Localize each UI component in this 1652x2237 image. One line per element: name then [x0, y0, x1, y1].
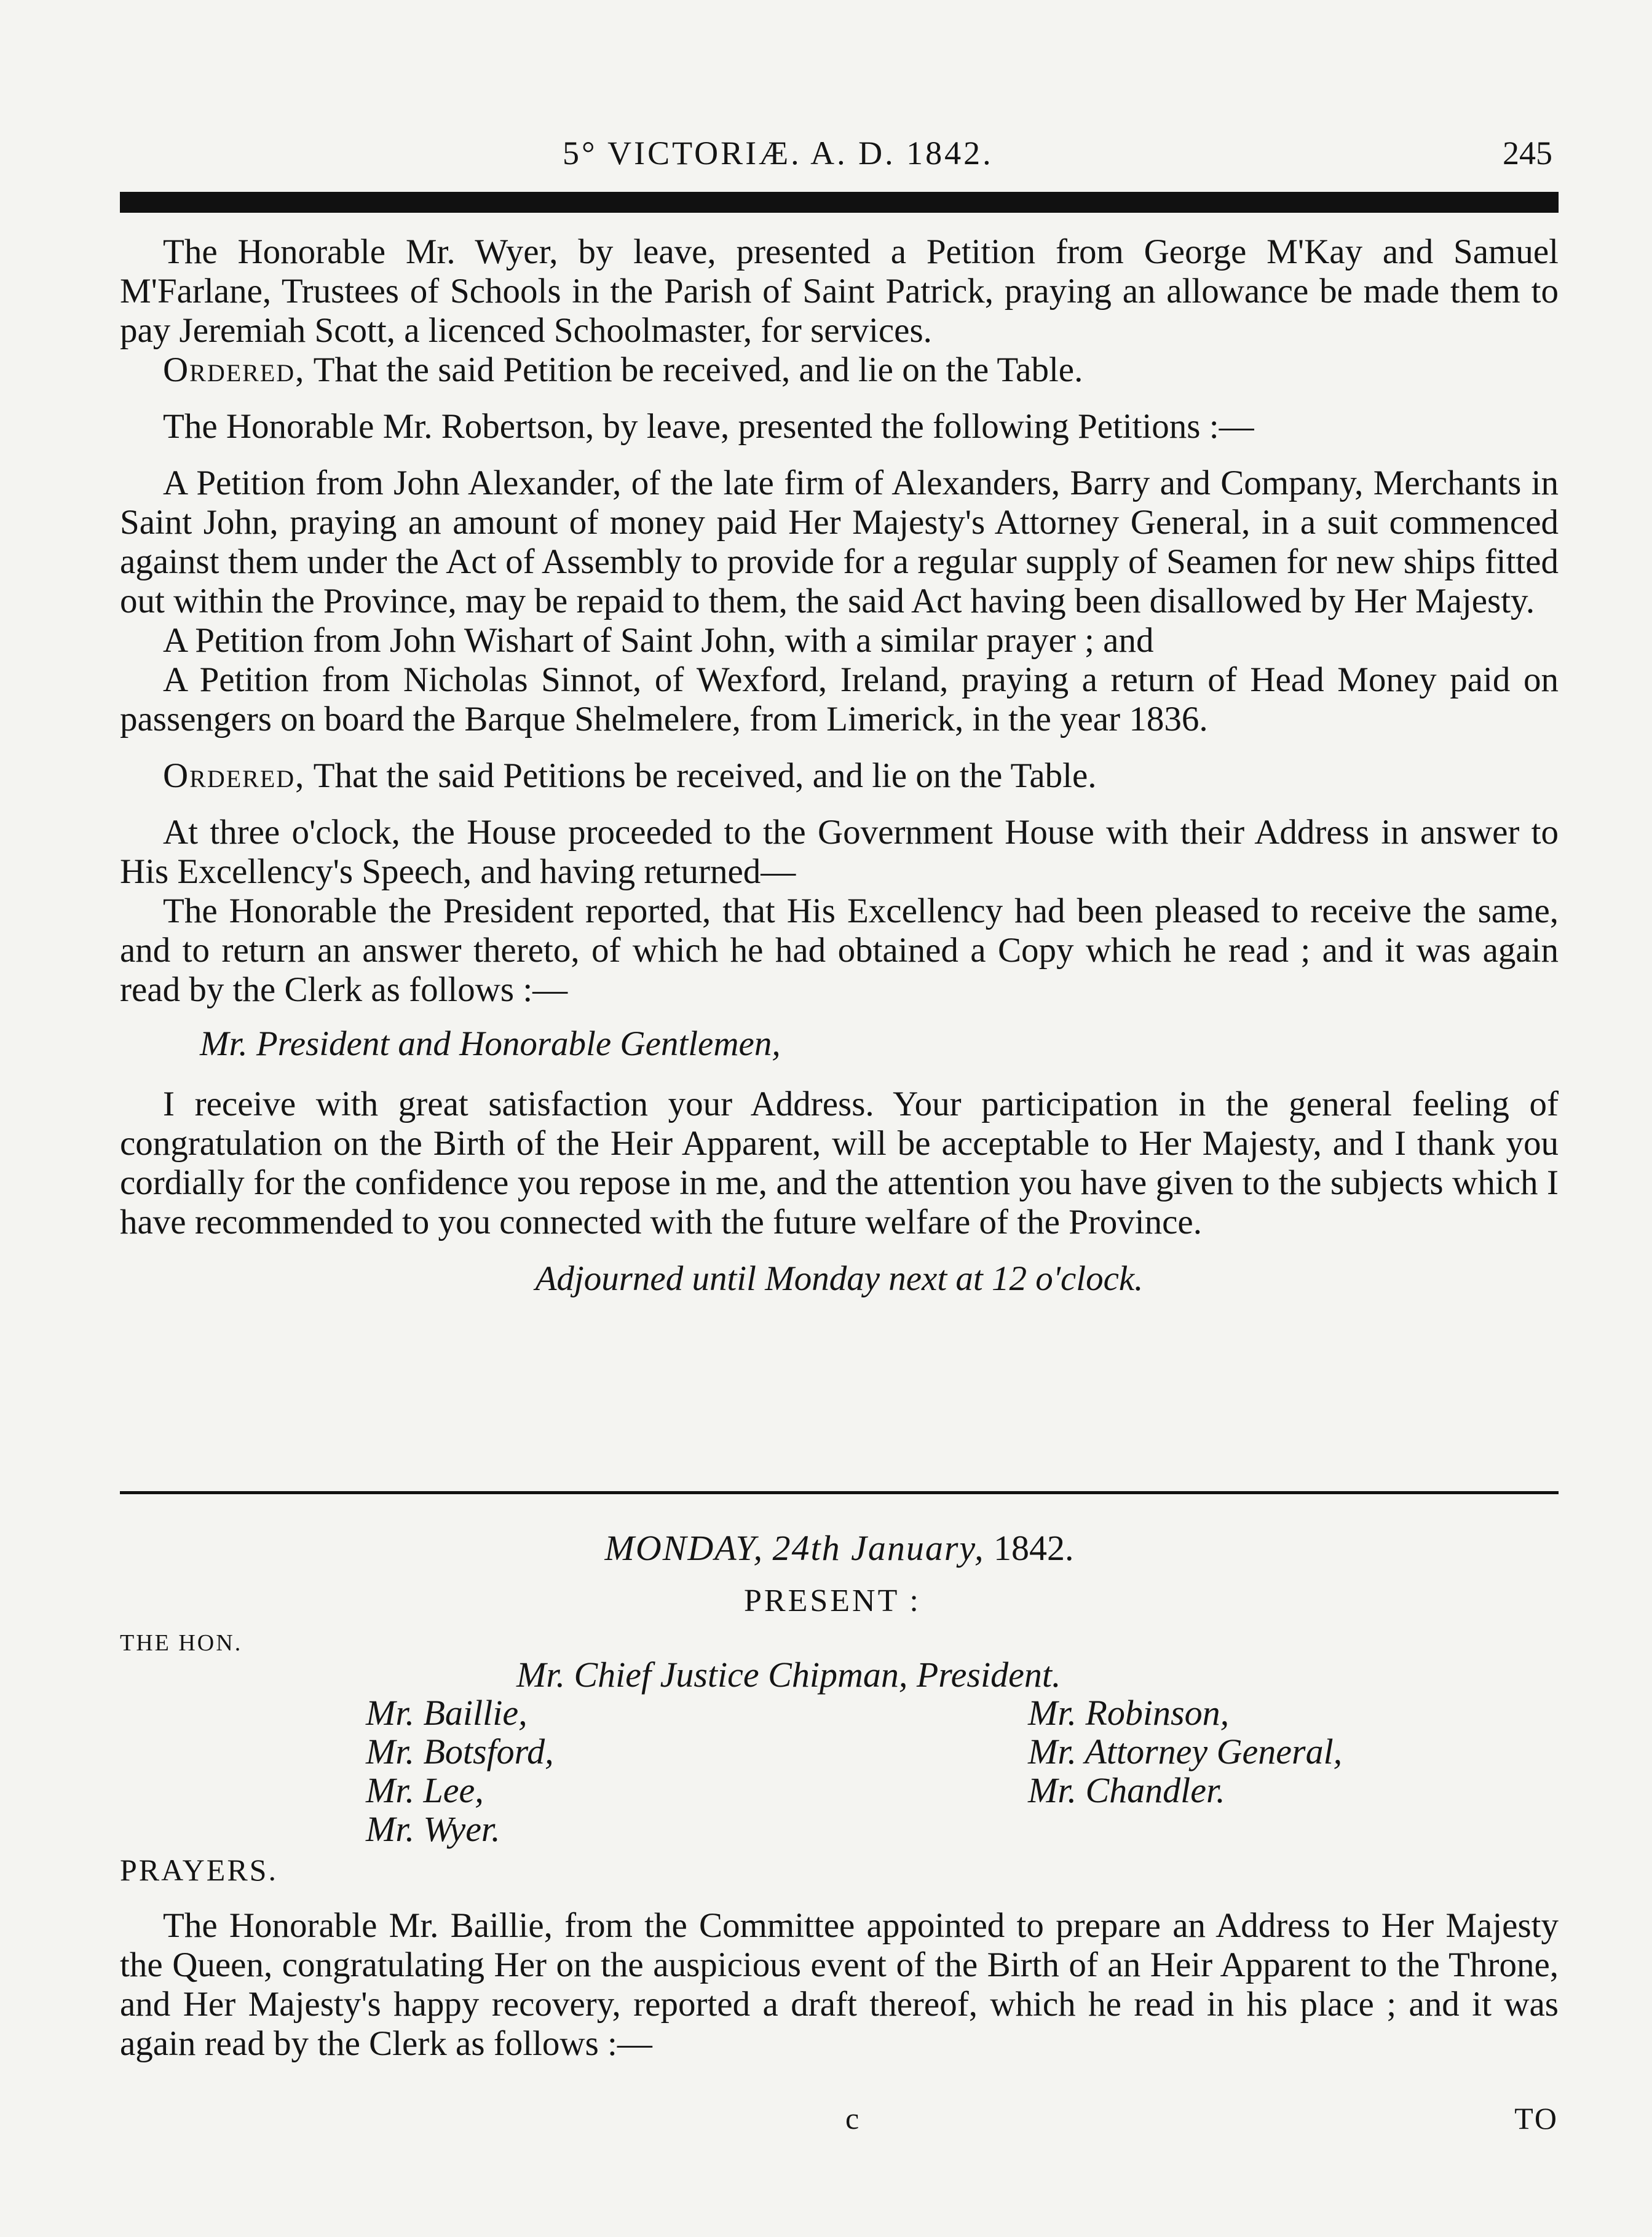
salutation: Mr. President and Honorable Gentlemen,	[200, 1024, 781, 1063]
present-label: PRESENT :	[744, 1583, 921, 1618]
spacer	[120, 796, 1559, 813]
spacer	[120, 1242, 1559, 1259]
paragraph-president-reported: The Honorable the President reported, that His Excellency had been pleased to receive the same, and to return an answer thereto, of which he had obtained a Copy which he read ; and it was again read by the Clerk as follows :—	[120, 892, 1559, 1009]
baillie-committee-paragraph	[120, 1906, 1559, 2064]
paragraph-excellency-answer: I receive with great satisfaction your Address. Your participation in the general feeling of congratulation on the Birth of the Heir Apparent, will be acceptable to Her Majesty, and I thank you cordially for the confidence you repose in me, and the attention you have given to the subjects which I have recommended to you connected with the future welfare of the Province.	[120, 1085, 1559, 1241]
signature-mark: c	[845, 2101, 860, 2136]
proceedings-body	[120, 232, 1559, 1299]
prayers-label: PRAYERS.	[120, 1853, 278, 1887]
spacer	[120, 446, 1559, 464]
member-left-4: Mr. Wyer.	[366, 1809, 500, 1849]
member-right-2: Mr. Attorney General,	[1028, 1732, 1343, 1772]
catchword: TO	[1514, 2101, 1559, 2136]
header-rule	[120, 192, 1559, 213]
member-left-1: Mr. Baillie,	[366, 1693, 528, 1733]
paragraph-government-house: At three o'clock, the House proceeded to the Government House with their Address in answer to His Excellency's Speech, and having returned—	[120, 813, 1559, 891]
member-left-2: Mr. Botsford,	[366, 1732, 554, 1772]
page-header	[120, 134, 1552, 177]
sitting-year: 1842.	[993, 1528, 1074, 1568]
member-left-3: Mr. Lee,	[366, 1770, 484, 1810]
paragraph-wishart-petition: A Petition from John Wishart of Saint John, with a similar prayer ; and	[163, 621, 1154, 660]
member-right-3: Mr. Chandler.	[1028, 1770, 1225, 1810]
sitting-date-heading	[120, 1527, 1559, 1569]
the-hon-label: THE HON.	[120, 1630, 243, 1656]
paragraph-baillie-report: The Honorable Mr. Baillie, from the Committee appointed to prepare an Address to Her Majesty the Queen, congratulating Her on the auspicious event of the Birth of an Heir Apparent to the Throne, and Her Majesty's happy recovery, reported a draft thereof, which he read in his place ; and it was again read by the Clerk as follows :—	[120, 1906, 1559, 2063]
paragraph-alexander-petition: A Petition from John Alexander, of the late firm of Alexanders, Barry and Company, Merchants in Saint John, praying an amount of money paid Her Majesty's Attorney General, in a suit commenced against them under the Act of Assembly to provide for a regular supply of Seamen for new ships fitted out within the Province, may be repaid to them, the said Act having been disallowed by Her Majesty.	[120, 464, 1559, 620]
sitting-day: MONDAY,	[604, 1528, 764, 1568]
ordered-text: That the said Petition be received, and lie on the Table.	[305, 350, 1083, 389]
adjournment-notice: Adjourned until Monday next at 12 o'clock.	[535, 1259, 1144, 1298]
running-title: 5° VICTORIÆ. A. D. 1842.	[563, 135, 994, 172]
ordered-label: Ordered,	[163, 350, 306, 389]
ordered-text: That the said Petitions be received, and lie on the Table.	[305, 756, 1097, 795]
member-right-1: Mr. Robinson,	[1028, 1693, 1230, 1733]
spacer	[120, 390, 1559, 407]
paragraph-sinnot-petition: A Petition from Nicholas Sinnot, of Wexford, Ireland, praying a return of Head Money paid on passengers on board the Barque Shelmelere, from Limerick, in the year 1836.	[120, 660, 1559, 738]
section-divider	[120, 1491, 1559, 1494]
page-number: 245	[1503, 135, 1552, 172]
paragraph-ordered-petition	[120, 350, 1559, 390]
president-name: Mr. Chief Justice Chipman, President.	[516, 1655, 1061, 1695]
ordered-label: Ordered,	[163, 756, 306, 795]
paragraph-wyer-petition: The Honorable Mr. Wyer, by leave, presented a Petition from George M'Kay and Samuel M'Farlane, Trustees of Schools in the Parish of Saint Patrick, praying an allowance be made them to pay Jeremiah Scott, a licenced Schoolmaster, for services.	[120, 232, 1559, 350]
spacer	[120, 739, 1559, 756]
paragraph-robertson-petitions: The Honorable Mr. Robertson, by leave, presented the following Petitions :—	[163, 407, 1254, 446]
sitting-date: 24th January,	[772, 1528, 985, 1568]
paragraph-ordered-petitions	[120, 756, 1559, 796]
